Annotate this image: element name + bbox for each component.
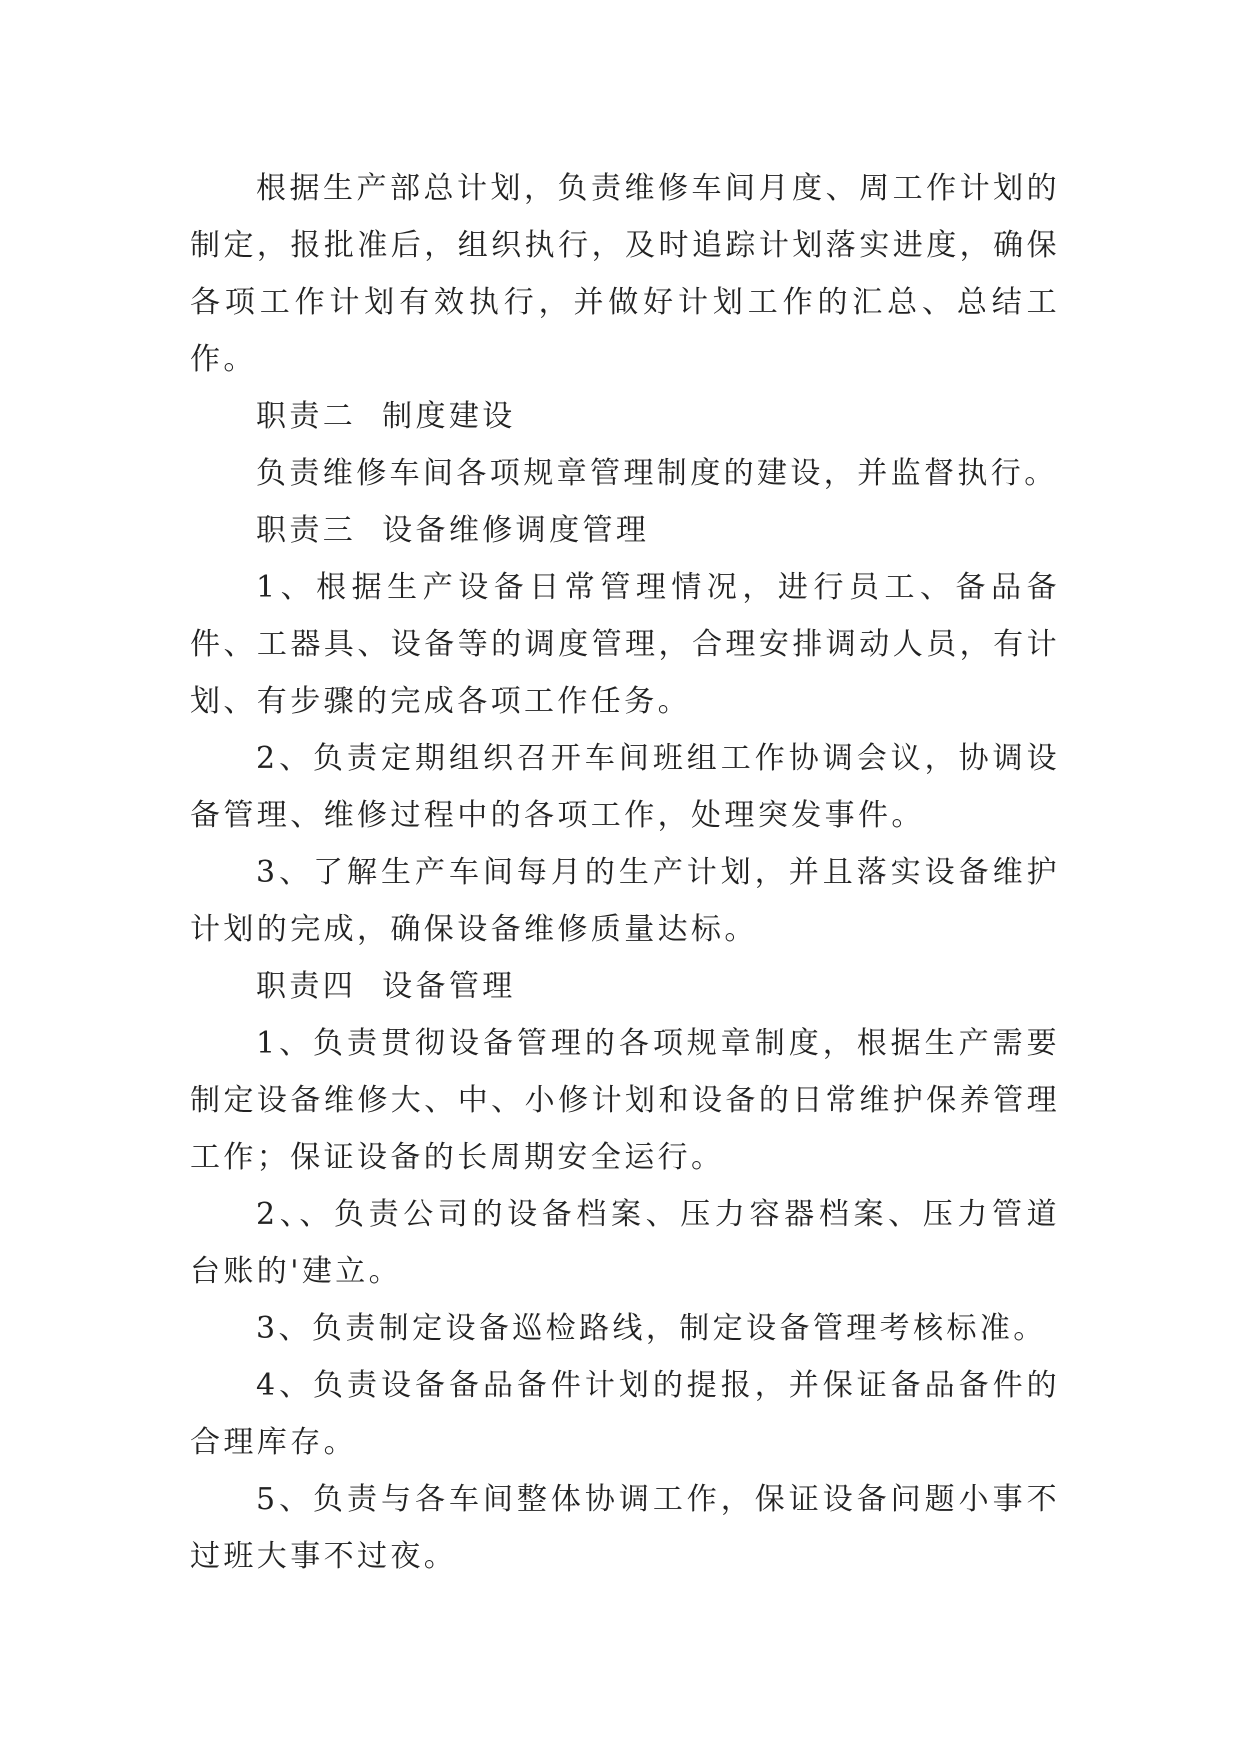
paragraph-dispatch-1: 1、根据生产设备日常管理情况，进行员工、备品备件、工器具、设备等的调度管理，合理安排调动人员，有计划、有步骤的完成各项工作任务。 bbox=[190, 570, 1060, 719]
paragraph-regulations: 负责维修车间各项规章管理制度的建设，并监督执行。 bbox=[256, 456, 1058, 491]
paragraph-equipment-3: 3、负责制定设备巡检路线，制定设备管理考核标准。 bbox=[256, 1311, 1047, 1346]
paragraph-dispatch-3: 3、了解生产车间每月的生产计划，并且落实设备维护计划的完成，确保设备维修质量达标。 bbox=[190, 855, 1060, 947]
paragraph-equipment-4: 4、负责设备备品备件计划的提报，并保证备品备件的合理库存。 bbox=[190, 1368, 1060, 1460]
paragraph-equipment-1: 1、负责贯彻设备管理的各项规章制度，根据生产需要制定设备维修大、中、小修计划和设备的日常维护保养管理工作；保证设备的长周期安全运行。 bbox=[190, 1026, 1060, 1175]
paragraph-dispatch-2: 2、负责定期组织召开车间班组工作协调会议，协调设备管理、维修过程中的各项工作，处理突发事件。 bbox=[190, 741, 1060, 833]
paragraph-equipment-5: 5、负责与各车间整体协调工作，保证设备问题小事不过班大事不过夜。 bbox=[190, 1482, 1060, 1574]
heading-duty-2: 职责二 制度建设 bbox=[256, 399, 516, 434]
paragraph-plan: 根据生产部总计划，负责维修车间月度、周工作计划的制定，报批准后，组织执行，及时追踪计划落实进度，确保各项工作计划有效执行，并做好计划工作的汇总、总结工作。 bbox=[190, 171, 1060, 377]
document-body bbox=[190, 160, 1060, 1585]
paragraph-equipment-2: 2、、负责公司的设备档案、压力容器档案、压力管道台账的'建立。 bbox=[190, 1197, 1060, 1289]
heading-duty-3: 职责三 设备维修调度管理 bbox=[256, 513, 650, 548]
heading-duty-4: 职责四 设备管理 bbox=[256, 969, 516, 1004]
